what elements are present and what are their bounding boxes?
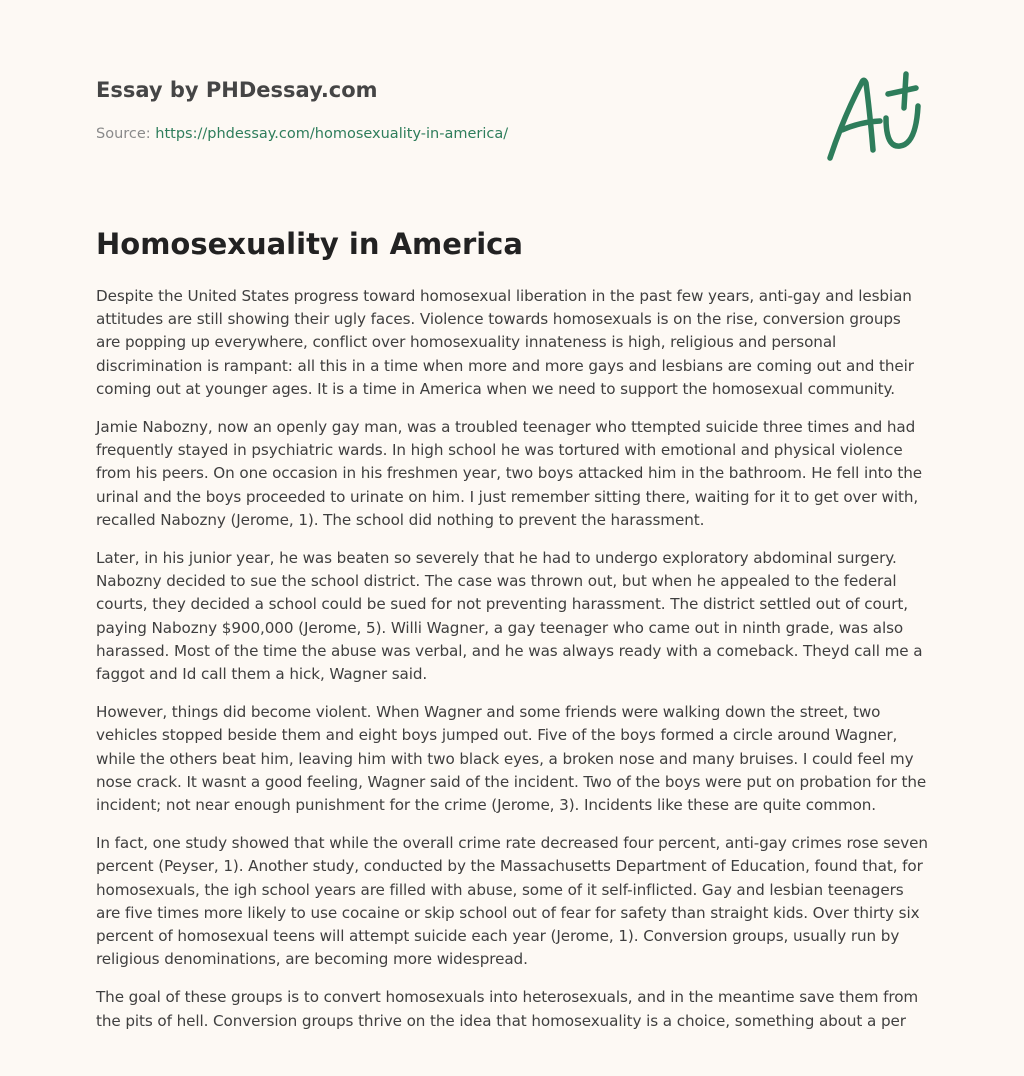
- source-link[interactable]: https://phdessay.com/homosexuality-in-america/: [155, 126, 509, 142]
- essay-header: [96, 76, 736, 144]
- paragraph: In fact, one study showed that while the overall crime rate decreased four percent, anti-gay crimes rose seven percent (Peyser, 1). Another study, conducted by the Massachusetts Department of Education, found that, for homosexuals, the igh school years are filled with abuse, some of it self-inflicted. Gay and lesbian teenagers are five times more likely to use cocaine or skip school out of fear for safety than straight kids. Over thirty six percent of homosexual teens will attempt suicide each year (Jerome, 1). Conversion groups, usually run by religious denominations, are becoming more widespread.: [96, 834, 928, 969]
- paragraph: Despite the United States progress toward homosexual liberation in the past few years, anti-gay and lesbian attitudes are still showing their ugly faces. Violence towards homosexuals is on the rise, conversion groups are popping up everywhere, conflict over homosexuality innateness is high, religious and personal discrimination is rampant: all this in a time when more and more gays and lesbians are coming out and their coming out at younger ages. It is a time in America when we need to support the homosexual community.: [96, 287, 914, 398]
- essay-title: Homosexuality in America: [96, 227, 523, 261]
- paragraph: The goal of these groups is to convert homosexuals into heterosexuals, and in the meantime save them from the pits of hell. Conversion groups thrive on the idea that homosexuality is a choice, something about a per: [96, 988, 919, 1030]
- paragraph: Jamie Nabozny, now an openly gay man, was a troubled teenager who ttempted suicide three times and had frequently stayed in psychiatric wards. In high school he was tortured with emotional and physical violence from his peers. On one occasion in his freshmen year, two boys attacked him in the bathroom. He fell into the urinal and the boys proceeded to urinate on him. I just remember sitting there, waiting for it to get over with, recalled Nabozny (Jerome, 1). The school did nothing to prevent the harassment.: [96, 418, 923, 529]
- essay-body: [96, 285, 928, 1048]
- paragraph: However, things did become violent. When Wagner and some friends were walking down the street, two vehicles stopped beside them and eight boys jumped out. Five of the boys formed a circle around Wagner, while the others beat him, leaving him with two black eyes, a broken nose and many bruises. I could feel my nose crack. It wasnt a good feeling, Wagner said of the incident. Two of the boys were put on probation for the incident; not near enough punishment for the crime (Jerome, 3). Incidents like these are quite common.: [96, 703, 927, 815]
- source-label: Source:: [96, 126, 156, 142]
- a-plus-grade-icon: [820, 66, 930, 166]
- source-line: [96, 124, 736, 144]
- paragraph: Later, in his junior year, he was beaten so severely that he had to undergo exploratory abdominal surgery. Nabozny decided to sue the school district. The case was thrown out, but when he appealed to the federal courts, they decided a school could be sued for not preventing harassment. The district settled out of court, paying Nabozny $900,000 (Jerome, 5). Willi Wagner, a gay teenager who came out in ninth grade, was also harassed. Most of the time the abuse was verbal, and he was always ready with a comeback. Theyd call me a faggot and Id call them a hick, Wagner said.: [96, 549, 923, 684]
- site-brand: Essay by PHDessay.com: [96, 78, 378, 102]
